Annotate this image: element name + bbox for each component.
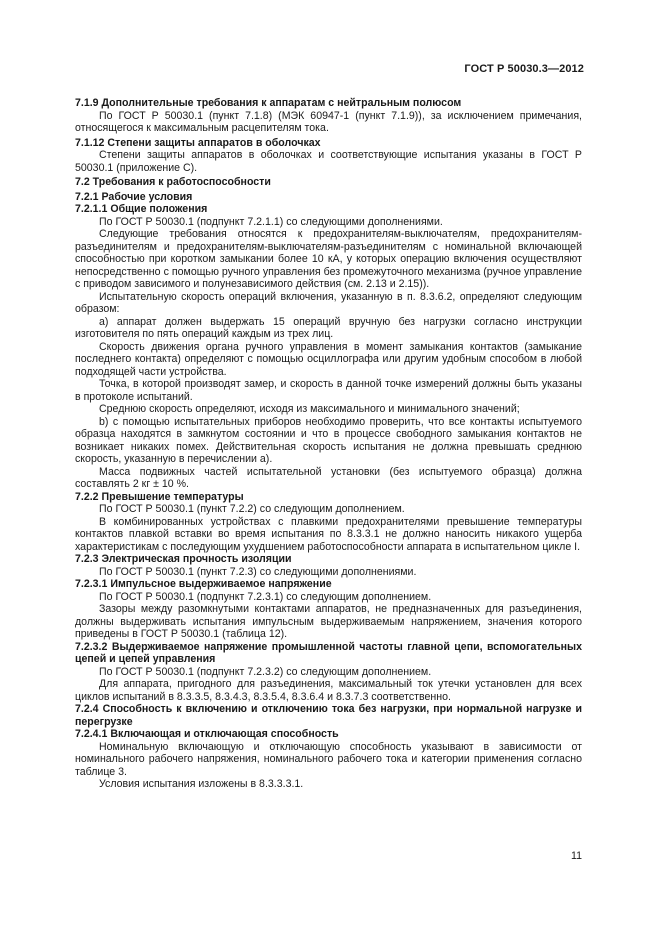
paragraph: Для аппарата, пригодного для разъединения, максимальный ток утечки установлен для всех циклов испытаний в 8.3.3.5, 8.3.4.3, 8.3.5.4, 8.3.6.4 и 8.3.7.3 соответственно. bbox=[75, 678, 582, 703]
section-heading: 7.1.12 Степени защиты аппаратов в оболочках bbox=[75, 136, 321, 149]
list-item: а) аппарат должен выдержать 15 операций вручную без нагрузки согласно инструкции изготовителя по пять операций каждым из трех лиц. bbox=[75, 315, 582, 340]
paragraph: Скорость движения органа ручного управления в момент замыкания контактов (замыкание последнего контакта) определяют с помощью осциллографа или другим удобным способом в любой подходящей части устройства. bbox=[75, 340, 582, 378]
paragraph: Следующие требования относятся к предохранителям-выключателям, предохранителям-разъединителям и предохранителям-выключателям-разъединителям с номинальной включающей способностью при коротком замыкании более 10 кА, у которых операцию включения осуществляют непосредственно с помощью ручного управления без промежуточного механизма (ручное управление с приводом зависимого и полунезависимого действия (см. 2.13 и 2.15)). bbox=[75, 228, 582, 290]
section-heading: 7.2 Требования к работоспособности bbox=[75, 176, 271, 188]
paragraph: Масса подвижных частей испытательной установки (без испытуемого образца) должна составлять 2 кг ± 10 %. bbox=[75, 465, 582, 490]
section-heading: 7.2.3.2 Выдерживаемое напряжение промышленной частоты главной цепи, вспомогательных цепей и цепей управления bbox=[75, 640, 582, 665]
document-body bbox=[75, 97, 582, 791]
paragraph: По ГОСТ Р 50030.1 (подпункт 7.2.3.2) со следующим дополнением. bbox=[99, 665, 432, 678]
section-heading: 7.2.1.1 Общие положения bbox=[75, 203, 208, 215]
section-heading: 7.2.3.1 Импульсное выдерживаемое напряжение bbox=[75, 578, 332, 590]
paragraph: По ГОСТ Р 50030.1 (подпункт 7.2.1.1) со следующими дополнениями. bbox=[99, 215, 443, 228]
paragraph: Испытательную скорость операций включения, указанную в п. 8.3.6.2, определяют следующим образом: bbox=[75, 290, 582, 315]
paragraph: По ГОСТ Р 50030.1 (пункт 7.2.2) со следующим дополнением. bbox=[99, 503, 405, 515]
paragraph: По ГОСТ Р 50030.1 (подпункт 7.2.3.1) со следующим дополнением. bbox=[99, 590, 432, 603]
section-heading: 7.2.4.1 Включающая и отключающая способность bbox=[75, 728, 339, 740]
paragraph: Точка, в которой производят замер, и скорость в данной точке измерений должны быть указаны в протоколе испытаний. bbox=[75, 378, 582, 403]
list-item: b) с помощью испытательных приборов необходимо проверить, что все контакты испытуемого образца находятся в замкнутом состоянии и что в процессе свободного замыкания контактов не возникает никаких помех. Действительная скорость испытания не должна превышать среднюю скорость, указанную в перечислении а). bbox=[75, 415, 582, 465]
paragraph: По ГОСТ Р 50030.1 (пункт 7.1.8) (МЭК 60947-1 (пункт 7.1.9)), за исключением примечания, относящегося к максимальным расцепителям тока. bbox=[75, 109, 582, 134]
paragraph: Номинальную включающую и отключающую способность указывают в зависимости от номинального рабочего напряжения, номинального рабочего тока и категории применения согласно таблице 3. bbox=[75, 740, 582, 778]
paragraph: В комбинированных устройствах с плавкими предохранителями превышение температуры контактов плавкой вставки во время испытания по 8.3.3.1 не должно наносить никакого ущерба характеристикам с последующим ухудшением работоспособности аппарата в испытательном цикле I. bbox=[75, 515, 582, 553]
section-heading: 7.2.3 Электрическая прочность изоляции bbox=[75, 553, 292, 565]
paragraph: Условия испытания изложены в 8.3.3.3.1. bbox=[99, 778, 304, 790]
section-heading: 7.2.4 Способность к включению и отключению тока без нагрузки, при нормальной нагрузке и перегрузке bbox=[75, 703, 582, 728]
paragraph: По ГОСТ Р 50030.1 (пункт 7.2.3) со следующими дополнениями. bbox=[99, 565, 417, 578]
section-heading: 7.2.2 Превышение температуры bbox=[75, 490, 244, 503]
paragraph: Зазоры между разомкнутыми контактами аппаратов, не предназначенных для разъединения, должны выдерживать испытания импульсным выдерживаемым напряжением, значения которого приведены в ГОСТ Р 50030.1 (таблица 12). bbox=[75, 603, 582, 640]
section-heading: 7.1.9 Дополнительные требования к аппаратам с нейтральным полюсом bbox=[75, 97, 462, 109]
section-heading: 7.2.1 Рабочие условия bbox=[75, 190, 193, 203]
paragraph: Среднюю скорость определяют, исходя из максимального и минимального значений; bbox=[99, 403, 520, 415]
document-header: ГОСТ Р 50030.3—2012 bbox=[464, 63, 584, 75]
page-number: 11 bbox=[571, 850, 582, 862]
paragraph: Степени защиты аппаратов в оболочках и соответствующие испытания указаны в ГОСТ Р 50030.1 (приложение С). bbox=[75, 149, 582, 174]
